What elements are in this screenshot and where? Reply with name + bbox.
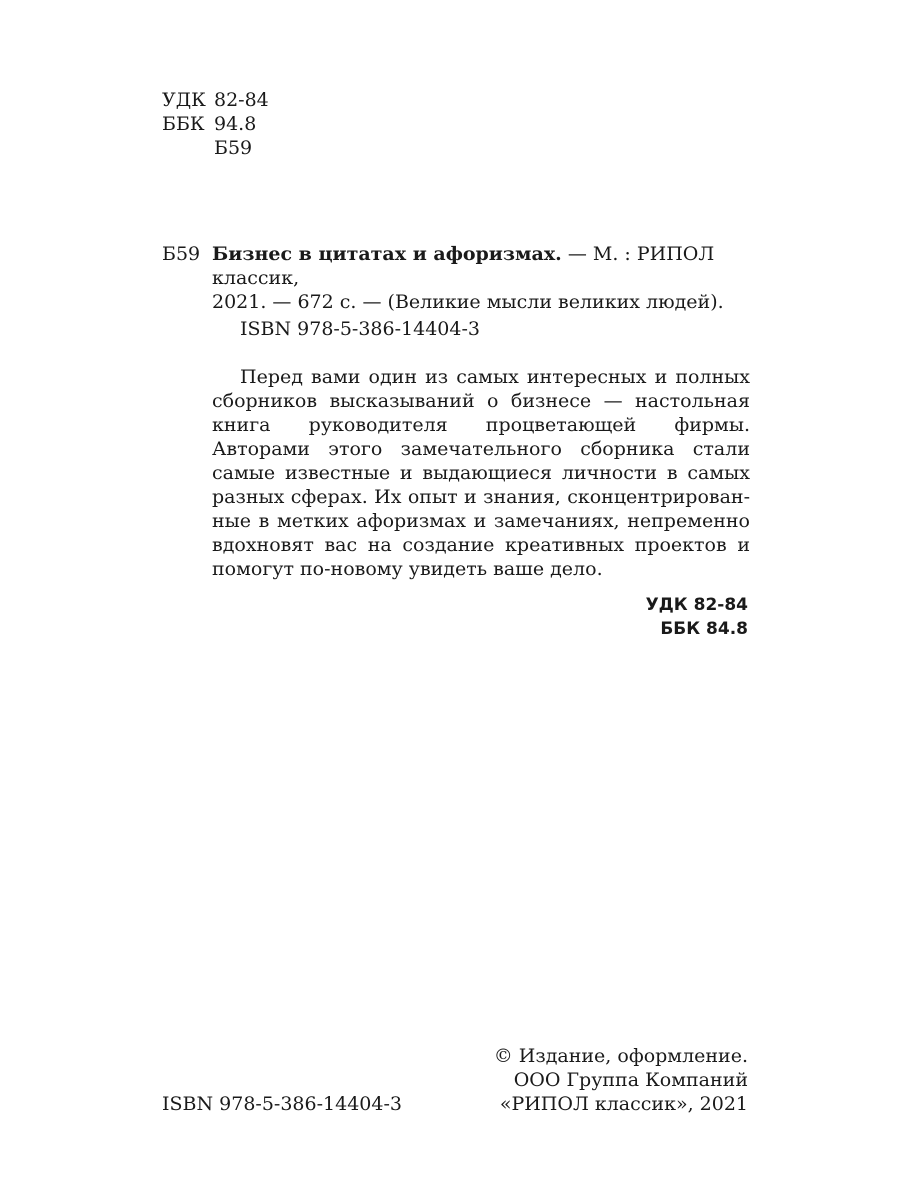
- copyright-block: [494, 1044, 748, 1116]
- bibliographic-entry: [162, 242, 752, 314]
- book-title: Бизнес в цитатах и афоризмах.: [212, 243, 562, 265]
- udk-row: [162, 88, 269, 112]
- bbk-row: [162, 112, 269, 136]
- udk-value: 82-84: [214, 89, 269, 111]
- imprint-line2: 2021. — 672 с. — (Великие мысли великих людей).: [212, 291, 724, 313]
- udk-right: УДК 82-84: [645, 595, 748, 615]
- copyright-line3: «РИПОЛ классик», 2021: [499, 1093, 748, 1115]
- udk-bbk-block: [646, 593, 748, 641]
- author-mark: Б59: [214, 137, 253, 159]
- isbn-bottom: ISBN 978-5-386-14404-3: [162, 1093, 402, 1115]
- copyright-line1: © Издание, оформление.: [493, 1045, 748, 1067]
- bbk-value: 94.8: [214, 113, 257, 135]
- classification-block: [162, 88, 269, 160]
- bbk-right: ББК 84.8: [660, 619, 748, 639]
- annotation: Перед вами один из самых интересных и полных сборников высказываний о бизнесе — настольная книга руководителя процветающей фирмы. Авторами этого замечательного сборника стали самые известные и выдающиеся личности в самых разных сферах. Их опыт и знания, сконцентрированные в метких афоризмах и замечаниях, непременно вдохновят вас на создание креативных проектов и помогут по-новому увидеть ваше дело.: [212, 366, 750, 580]
- copyright-line2: ООО Группа Компаний: [513, 1069, 748, 1091]
- author-mark-row: [162, 136, 269, 160]
- imprint-line1: — М. : РИПОЛ классик,: [212, 243, 715, 289]
- isbn-top: ISBN 978-5-386-14404-3: [240, 318, 480, 340]
- bbk-label: ББК: [162, 113, 205, 135]
- entry-mark: Б59: [162, 243, 201, 265]
- udk-label: УДК: [162, 89, 206, 111]
